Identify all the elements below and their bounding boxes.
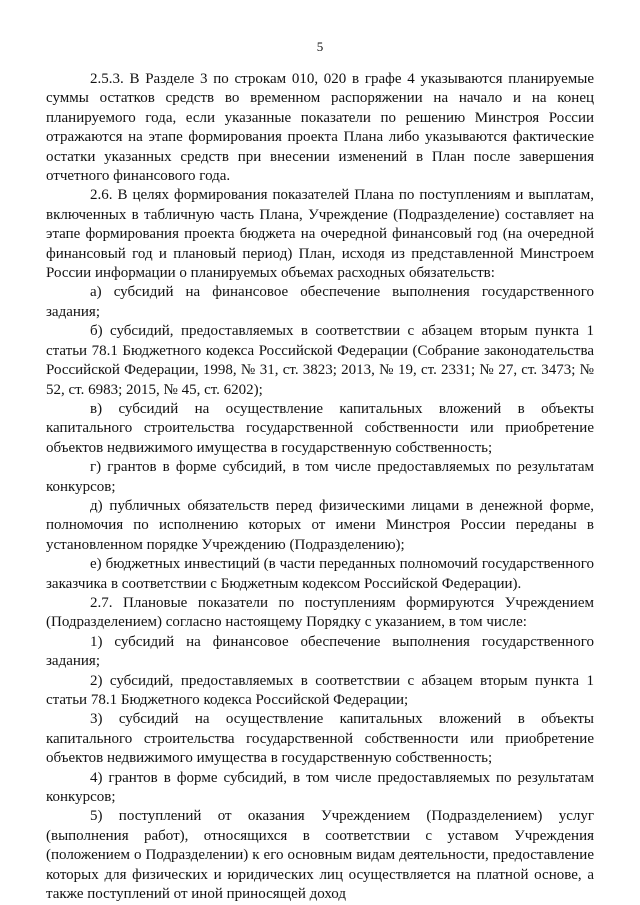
paragraph-2-6-b: б) субсидий, предоставляемых в соответствии с абзацем вторым пункта 1 статьи 78.1 Бюджетного кодекса Российской Федерации (Собрание законодательства Российской Федерации, 1998, № 31, ст. 3823; 2013, № 19, ст. 2331; № 27, ст. 3473; № 52, ст. 6983; 2015, № 45, ст. 6202); [46,323,594,398]
paragraph-2-5-3: 2.5.3. В Разделе 3 по строкам 010, 020 в графе 4 указываются планируемые суммы остатков средств во временном распоряжении на начало и на конец планируемого года, если указанные показатели по решению Минстроя России отражаются на этапе формирования проекта Плана либо указываются фактические остатки указанных средств при внесении изменений в План после завершения отчетного финансового года. [46,71,594,185]
paragraph-2-6-d: д) публичных обязательств перед физическими лицами в денежной форме, полномочия по исполнению которых от имени Минстроя России переданы в установленном порядке Учреждению (Подразделению); [46,497,594,553]
paragraph-2-6-a: а) субсидий на финансовое обеспечение выполнения государственного задания; [46,284,594,320]
page-number: 5 [316,39,324,54]
paragraph-2-7-5: 5) поступлений от оказания Учреждением (Подразделением) услуг (выполнения работ), относящихся в соответствии с уставом Учреждения (положением о Подразделении) к его основным видам деятельности, предоставление которых для физических и юридических лиц осуществляется на платной основе, а также поступлений от иной приносящей доход [46,808,594,903]
paragraph-2-7-2: 2) субсидий, предоставляемых в соответствии с абзацем вторым пункта 1 статьи 78.1 Бюджетного кодекса Российской Федерации; [46,672,594,708]
paragraph-2-7-3: 3) субсидий на осуществление капитальных вложений в объекты капитального строительства государственной собственности или приобретение объектов недвижимого имущества в государственную собственность; [46,711,594,767]
paragraph-2-6-v: в) субсидий на осуществление капитальных вложений в объекты капитального строительства государственной собственности или приобретение объектов недвижимого имущества в государственную собственность; [46,400,594,456]
paragraph-2-7-1: 1) субсидий на финансовое обеспечение выполнения государственного задания; [46,633,594,670]
paragraph-2-6-e: е) бюджетных инвестиций (в части переданных полномочий государственного заказчика в соответствии с Бюджетным кодексом Российской Федерации). [46,556,594,592]
paragraph-2-7-4: 4) грантов в форме субсидий, в том числе предоставляемых по результатам конкурсов; [46,769,594,806]
paragraph-2-6-g: г) грантов в форме субсидий, в том числе предоставляемых по результатам конкурсов; [46,459,594,495]
paragraph-2-7: 2.7. Плановые показатели по поступлениям формируются Учреждением (Подразделением) согласно настоящему Порядку с указанием, в том числе: [46,594,594,631]
paragraph-2-6: 2.6. В целях формирования показателей Плана по поступлениям и выплатам, включенных в табличную часть Плана, Учреждение (Подразделение) составляет на этапе формирования проекта бюджета на очередной финансовый год (на очередной финансовый год и плановый период) План, исходя из представленной Минстроем России информации о планируемых объемах расходных обязательств: [46,187,594,282]
